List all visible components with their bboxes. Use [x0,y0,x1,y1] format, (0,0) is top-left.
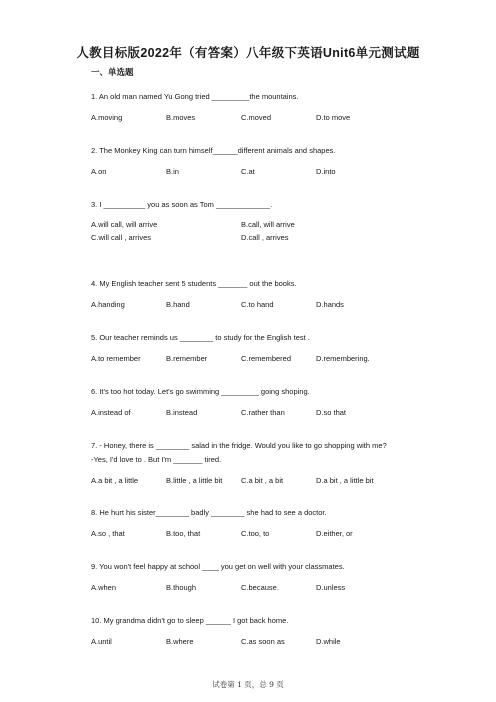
section-heading: 一、单选题 [91,67,134,77]
option-b: B.call, will arrive [241,220,295,229]
question-text: 9. You won't feel happy at school ____ you get on well with your classmates. [91,562,345,571]
question-5 [91,333,421,364]
option-d: D.to move [316,113,351,122]
option-b: B.instead [166,408,198,417]
option-d: D.remembering. [316,354,370,363]
option-b: B.in [166,167,179,176]
option-c: C.a bit , a bit [241,476,284,485]
option-a: A.to remember [91,354,141,363]
option-c: C.too, to [241,529,270,538]
option-b: B.little , a little bit [166,476,223,485]
option-d: D.either, or [316,529,353,538]
option-a: A.instead of [91,408,131,417]
question-text: 2. The Monkey King can turn himself______different animals and shapes. [91,146,336,155]
question-text: 4. My English teacher sent 5 students _______ out the books. [91,279,297,288]
page-title: 人教目标版2022年（有答案）八年级下英语Unit6单元测试题 [76,46,420,60]
question-text: 1. An old man named Yu Gong tried _________the mountains. [91,92,299,101]
question-1 [91,92,421,123]
question-7 [91,441,421,486]
option-c: C.as soon as [241,637,285,646]
option-c: C.will call , arrives [91,233,152,242]
option-d: D.into [316,167,336,176]
option-d: D.while [316,637,341,646]
option-b: B.hand [166,300,190,309]
question-4 [91,279,421,310]
question-6 [91,387,421,418]
question-text: 8. He hurt his sister________ badly ________ she had to see a doctor. [91,508,327,517]
option-a: A.until [91,637,112,646]
option-a: A.on [91,167,107,176]
option-b: B.though [166,583,197,592]
option-a: A.will call, will arrive [91,220,158,229]
question-text: 7. - Honey, there is ________ salad in the fridge. Would you like to go shopping with me? [91,441,387,450]
question-text-line2: -Yes, I'd love to . But I'm _______ tired. [91,455,222,464]
question-text: 5. Our teacher reminds us ________ to study for the English test . [91,333,310,342]
page-footer: 试卷第 1 页，总 9 页 [212,680,284,689]
option-c: C.rather than [241,408,285,417]
option-a: A.a bit , a little [91,476,139,485]
option-b: B.where [166,637,194,646]
option-c: C.because. [241,583,279,592]
option-c: C.moved [241,113,272,122]
option-a: A.so , that [91,529,125,538]
option-d: D.a bit , a little bit [316,476,374,485]
option-c: C.to hand [241,300,274,309]
option-d: D.hands [316,300,344,309]
option-d: D.so that [316,408,347,417]
option-c: C.at [241,167,255,176]
option-d: D.call , arrives [241,233,289,242]
question-10 [91,616,421,647]
question-text: 6. It's too hot today. Let's go swimming _________ going shoping. [91,387,310,396]
question-3 [91,200,421,243]
question-text: 10. My grandma didn't go to sleep ______ I got back home. [91,616,289,625]
question-9 [91,562,421,593]
option-b: B.too, that [166,529,201,538]
question-text: 3. I __________ you as soon as Tom _____________. [91,200,273,209]
question-2 [91,146,421,177]
question-8 [91,508,421,539]
option-a: A.when [91,583,117,592]
option-b: B.remember [166,354,208,363]
option-a: A.handing [91,300,125,309]
option-a: A.moving [91,113,123,122]
option-b: B.moves [166,113,196,122]
option-c: C.remembered [241,354,292,363]
option-d: D.unless [316,583,346,592]
